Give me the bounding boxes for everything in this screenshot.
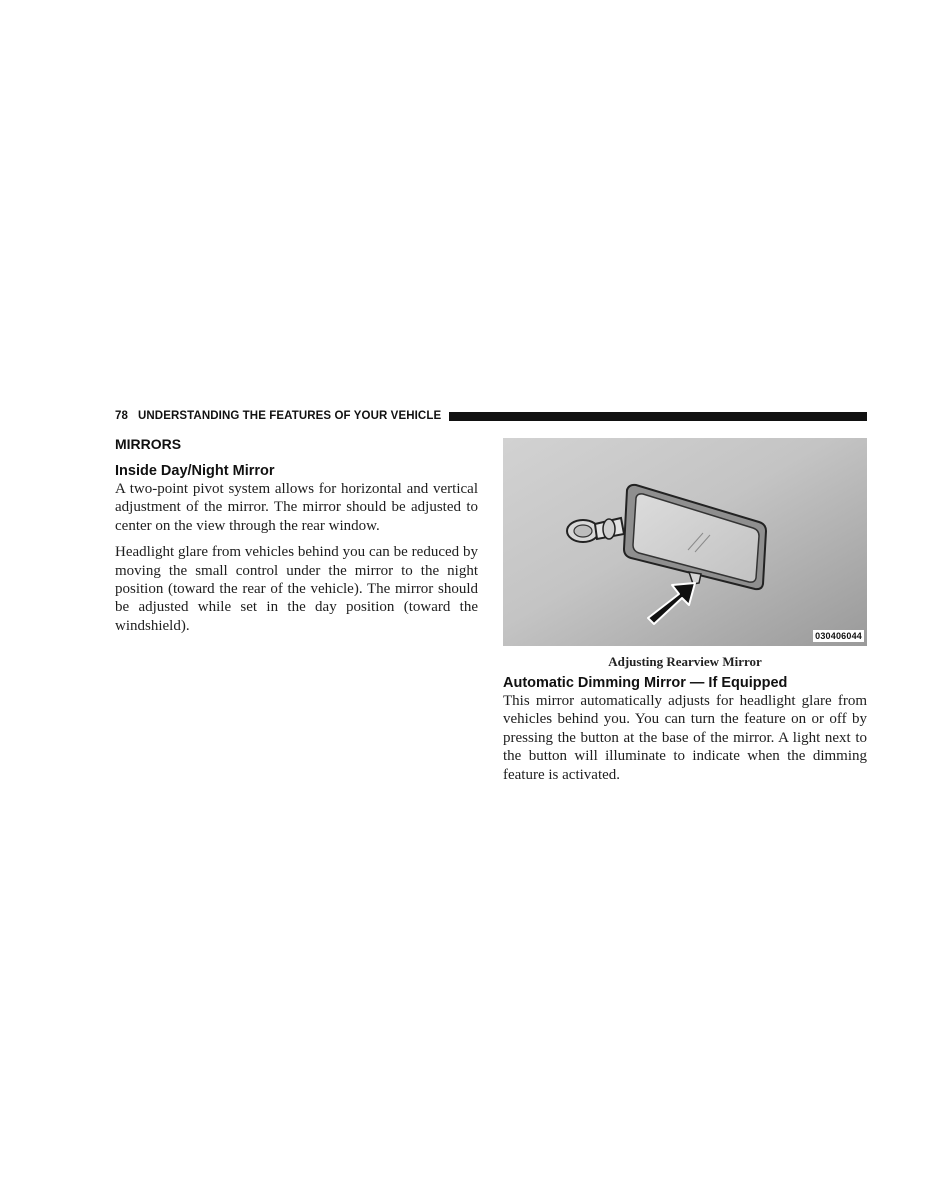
paragraph-automatic-dimming: This mirror automatically adjusts for headlight glare from vehicles behind you. You can turn the feature on or off by pressing the button at the base of the mirror. A light next to the button will illuminate to indicate when the dimming feature is activated. [503,693,867,783]
running-title: UNDERSTANDING THE FEATURES OF YOUR VEHICLE [138,410,442,422]
figure-code: 030406044 [815,631,862,641]
section-title: MIRRORS [115,436,182,452]
header-rule [449,412,867,421]
paragraph-pivot-system: A two-point pivot system allows for horizontal and vertical adjustment of the mirror. The mirror should be adjusted to center on the view through the rear window. [115,481,478,534]
subheading-automatic-dimming: Automatic Dimming Mirror — If Equipped [503,675,788,691]
left-column [115,436,478,643]
page-number: 78 [115,410,128,422]
subheading-day-night-mirror: Inside Day/Night Mirror [115,463,275,479]
paragraph-headlight-glare: Headlight glare from vehicles behind you can be reduced by moving the small control under the mirror to the night position (toward the rear of the vehicle). The mirror should be adjusted while set in the day position (toward the windshield). [115,544,478,634]
figure-caption: Adjusting Rearview Mirror [608,654,762,669]
rearview-mirror-figure [503,438,867,646]
right-column [503,438,867,792]
page-header [115,409,867,423]
rearview-mirror-illustration [503,438,867,646]
header-text [115,410,441,422]
